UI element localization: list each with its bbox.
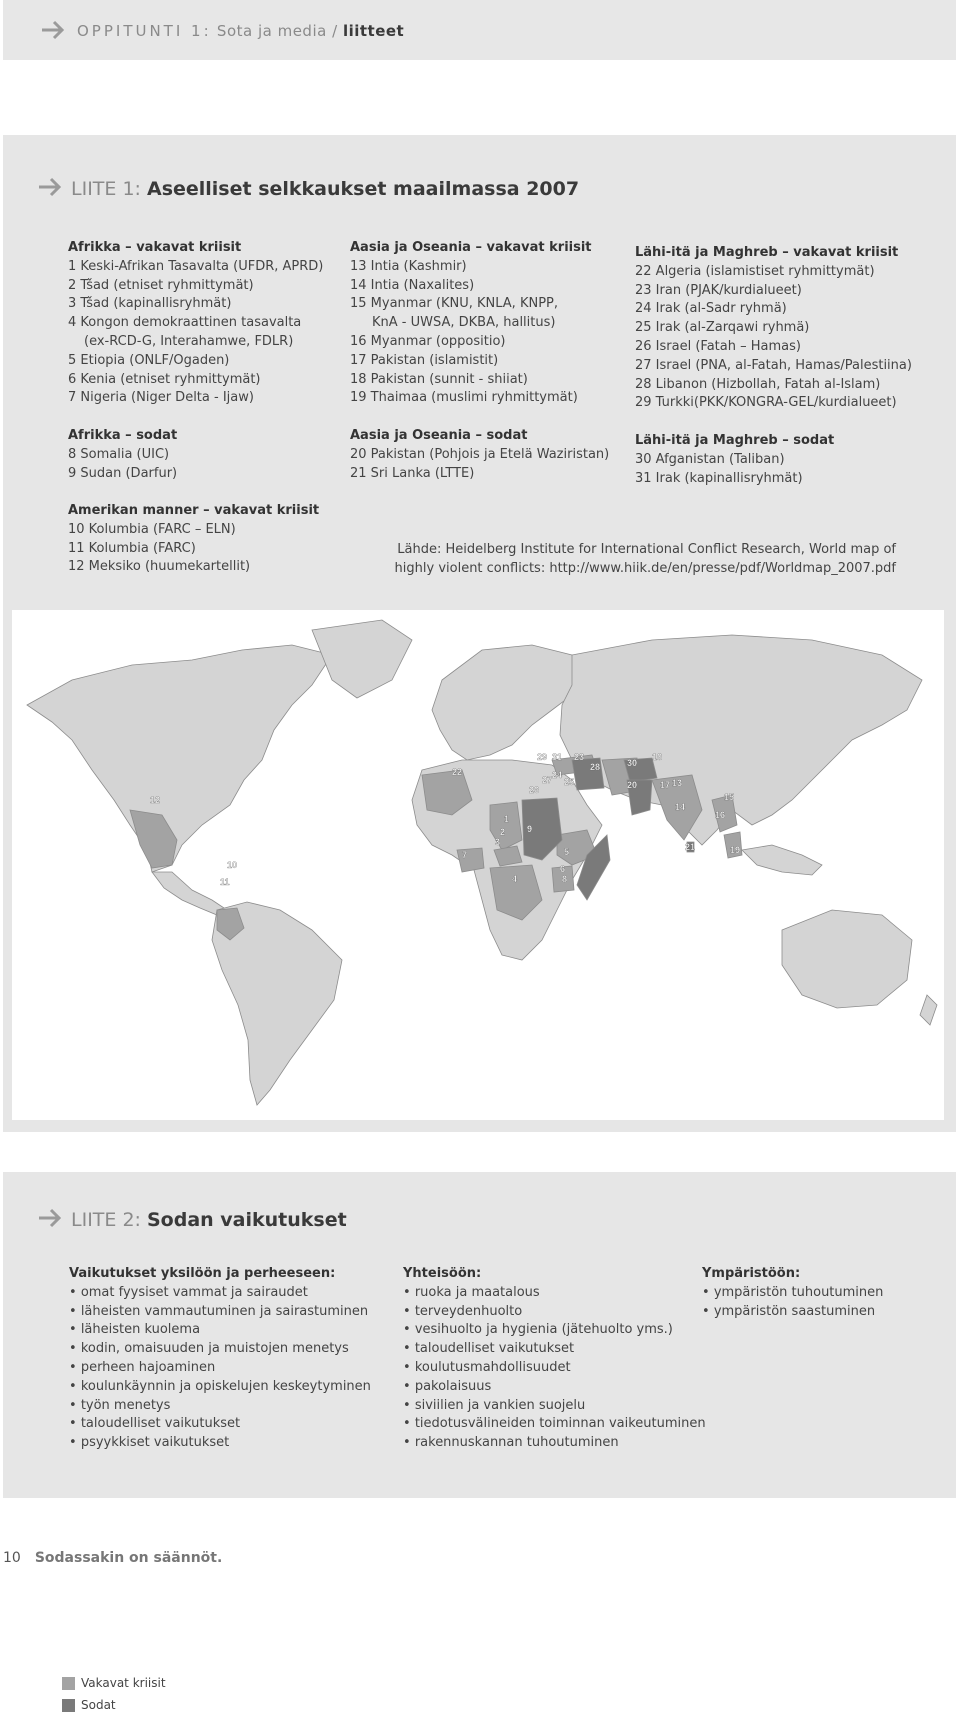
legend-label: Sodat [81,1698,116,1712]
map-conflict-label: 14 [675,802,686,812]
mideast-wars-heading: Lähi-itä ja Maghreb – sodat [635,433,835,448]
mideast-crises-heading: Lähi-itä ja Maghreb – vakavat kriisit [635,245,899,260]
map-conflict-label: 23 [574,752,585,762]
list-item: • terveydenhuolto [403,1303,706,1322]
map-conflict-label: 2 [500,827,506,837]
list-item: • rakennuskannan tuhoutuminen [403,1434,706,1453]
list-item: • taloudelliset vaikutukset [403,1340,706,1359]
list-item: • läheisten kuolema [69,1321,371,1340]
legend-swatch [62,1699,75,1712]
list-item: 26 Israel (Fatah – Hamas) [635,338,801,354]
map-conflict-label: 20 [627,780,638,790]
map-conflict-label: 6 [560,864,566,874]
map-conflict-label: 17 [660,780,671,790]
list-item: 4 Kongon demokraattinen tasavalta [68,315,302,331]
list-item: 28 Libanon (Hizbollah, Fatah al-Islam) [635,376,881,392]
africa-crises-heading: Afrikka – vakavat kriisit [68,240,242,255]
map-conflict-label: 29 [537,752,548,762]
breadcrumb [77,22,404,40]
list-item: • omat fyysiset vammat ja sairaudet [69,1284,371,1303]
list-item: 17 Pakistan (islamistit) [350,352,499,368]
source-line: Lähde: Heidelberg Institute for International Conflict Research, World map of [397,542,896,557]
breadcrumb-separator: / [332,22,338,40]
map-conflict-label: 8 [562,874,568,884]
list-item: 27 Israel (PNA, al-Fatah, Hamas/Palestiina) [635,357,912,373]
list-item: 3 Tšad (kapinallisryhmät) [68,296,232,312]
central-america-landmass [152,872,227,915]
map-conflict-label: 21 [685,842,696,852]
americas-crises-heading: Amerikan manner – vakavat kriisit [68,503,320,518]
list-item: 10 Kolumbia (FARC – ELN) [68,521,236,537]
map-conflict-label: 25 [564,777,575,787]
list-item: • läheisten vammautuminen ja sairastuminen [69,1303,371,1322]
society-effects-heading: Yhteisöön: [403,1266,482,1281]
map-conflict-label: 16 [715,810,726,820]
list-item: • tiedotusvälineiden toiminnan vaikeutuminen [403,1415,706,1434]
list-item: 9 Sudan (Darfur) [68,465,178,481]
arrow-right-icon [37,176,63,198]
list-item: 11 Kolumbia (FARC) [68,540,196,556]
map-conflict-label: 7 [462,850,468,860]
map-conflict-label: 31 [552,752,563,762]
list-item: 24 Irak (al-Sadr ryhmä) [635,301,787,317]
map-conflict-label: 18 [652,752,663,762]
map-conflict-label: 22 [452,767,463,777]
appendix-2-prefix: LIITE 2: [71,1209,141,1231]
appendix-1-title [37,176,579,200]
list-item: • vesihuolto ja hygienia (jätehuolto yms.) [403,1321,706,1340]
map-conflict-label: 13 [672,778,683,788]
map-conflict-label: 5 [564,847,570,857]
list-item: • koulutusmahdollisuudet [403,1359,706,1378]
environment-effects-list [702,1265,883,1321]
map-conflict-label: 15 [724,792,735,802]
list-item: • siviilien ja vankien suojelu [403,1397,706,1416]
list-item: • ympäristön saastuminen [702,1303,883,1322]
list-item: • kodin, omaisuuden ja muistojen menetys [69,1340,371,1359]
list-item: 12 Meksiko (huumekartellit) [68,559,251,575]
list-item: 8 Somalia (UIC) [68,446,170,462]
list-item: • psyykkiset vaikutukset [69,1434,371,1453]
list-item: 7 Nigeria (Niger Delta - Ijaw) [68,390,254,406]
page-footer [3,1550,222,1566]
greenland-landmass [312,620,412,698]
map-conflict-label: 1 [504,814,510,824]
americas-crises-list [68,502,319,577]
list-item: 6 Kenia (etniset ryhmittymät) [68,371,261,387]
asia-crises-heading: Aasia ja Oseania – vakavat kriisit [350,240,592,255]
list-item: 15 Myanmar (KNU, KNLA, KNPP, [350,296,559,312]
asia-crises-list [350,239,592,408]
map-conflict-label: 28 [590,762,601,772]
list-item: 19 Thaimaa (muslimi ryhmittymät) [350,390,578,406]
list-item: 31 Irak (kapinallisryhmät) [635,470,803,486]
list-item: 2 Tšad (etniset ryhmittymät) [68,277,254,293]
list-item: 20 Pakistan (Pohjois ja Etelä Waziristan) [350,446,610,462]
list-item: • perheen hajoaminen [69,1359,371,1378]
asia-landmass [560,635,922,845]
north-america-landmass [27,645,332,872]
arrow-right-icon [40,19,66,41]
list-item: 1 Keski-Afrikan Tasavalta (UFDR, APRD) [68,258,324,274]
map-conflict-label: 4 [512,874,518,884]
map-legend [62,1672,166,1716]
source-note [380,540,896,578]
list-item: 13 Intia (Kashmir) [350,258,467,274]
list-item: 23 Iran (PJAK/kurdialueet) [635,282,802,298]
appendix-1-prefix: LIITE 1: [71,178,141,200]
list-item: • koulunkäynnin ja opiskelujen keskeytyminen [69,1378,371,1397]
legend-swatch [62,1677,75,1690]
list-item: 18 Pakistan (sunnit - shiiat) [350,371,528,387]
asia-wars-heading: Aasia ja Oseania – sodat [350,428,528,443]
map-conflict-label: 26 [529,785,540,795]
individual-effects-list [69,1265,371,1453]
lesson-label: OPPITUNTI 1: [77,22,212,40]
legend-war [62,1694,166,1716]
africa-crises-list [68,239,323,408]
list-item: (ex-RCD-G, Interahamwe, FDLR) [84,333,294,349]
legend-label: Vakavat kriisit [81,1676,166,1690]
appendix-2-title [37,1207,347,1231]
map-conflict-label: 30 [627,758,638,768]
new-zealand-landmass [920,995,937,1025]
map-conflict-label: 12 [150,795,161,805]
list-item: • pakolaisuus [403,1378,706,1397]
australia-landmass [782,910,912,1008]
arrow-right-icon [37,1207,63,1229]
africa-wars-list [68,427,177,483]
asia-wars-list [350,427,609,483]
legend-crisis [62,1672,166,1694]
page-number: 10 [3,1550,21,1566]
individual-effects-heading: Vaikutukset yksilöön ja perheeseen: [69,1266,336,1281]
southeast-asia-islands [742,845,822,875]
list-item: • ympäristön tuhoutuminen [702,1284,883,1303]
appendix-1-heading: Aseelliset selkkaukset maailmassa 2007 [146,178,580,200]
list-item: 16 Myanmar (oppositio) [350,333,506,349]
list-item: 30 Afganistan (Taliban) [635,451,785,467]
africa-wars-heading: Afrikka – sodat [68,428,178,443]
mideast-wars-list [635,432,834,488]
list-item: 29 Turkki(PKK/KONGRA-GEL/kurdialueet) [635,395,897,411]
source-line: highly violent conflicts: http://www.hiik.de/en/presse/pdf/Worldmap_2007.pdf [394,561,896,576]
list-item: 5 Etiopia (ONLF/Ogaden) [68,352,230,368]
map-conflict-label: 27 [542,775,553,785]
list-item: 21 Sri Lanka (LTTE) [350,465,475,481]
lesson-section: Sota ja media [216,22,327,40]
map-conflict-label: 10 [227,860,238,870]
world-map-svg [12,610,944,1120]
society-effects-list [403,1265,706,1453]
list-item: • ruoka ja maatalous [403,1284,706,1303]
map-conflict-label: 3 [495,837,501,847]
list-item: 22 Algeria (islamistiset ryhmittymät) [635,263,875,279]
map-conflict-label: 24 [552,770,563,780]
mideast-crises-list [635,244,912,413]
map-conflict-label: 9 [527,824,533,834]
list-item: KnA - UWSA, DKBA, hallitus) [372,315,556,331]
list-item: 14 Intia (Naxalites) [350,277,475,293]
list-item: • taloudelliset vaikutukset [69,1415,371,1434]
environment-effects-heading: Ympäristöön: [702,1266,801,1281]
map-conflict-label: 19 [730,845,741,855]
map-conflict-label: 11 [220,877,230,887]
breadcrumb-current: liitteet [342,22,405,40]
list-item: 25 Irak (al-Zarqawi ryhmä) [635,320,810,336]
list-item: • työn menetys [69,1397,371,1416]
appendix-2-heading: Sodan vaikutukset [146,1209,347,1231]
footer-title: Sodassakin on säännöt. [34,1550,223,1566]
header-bar [3,0,956,60]
